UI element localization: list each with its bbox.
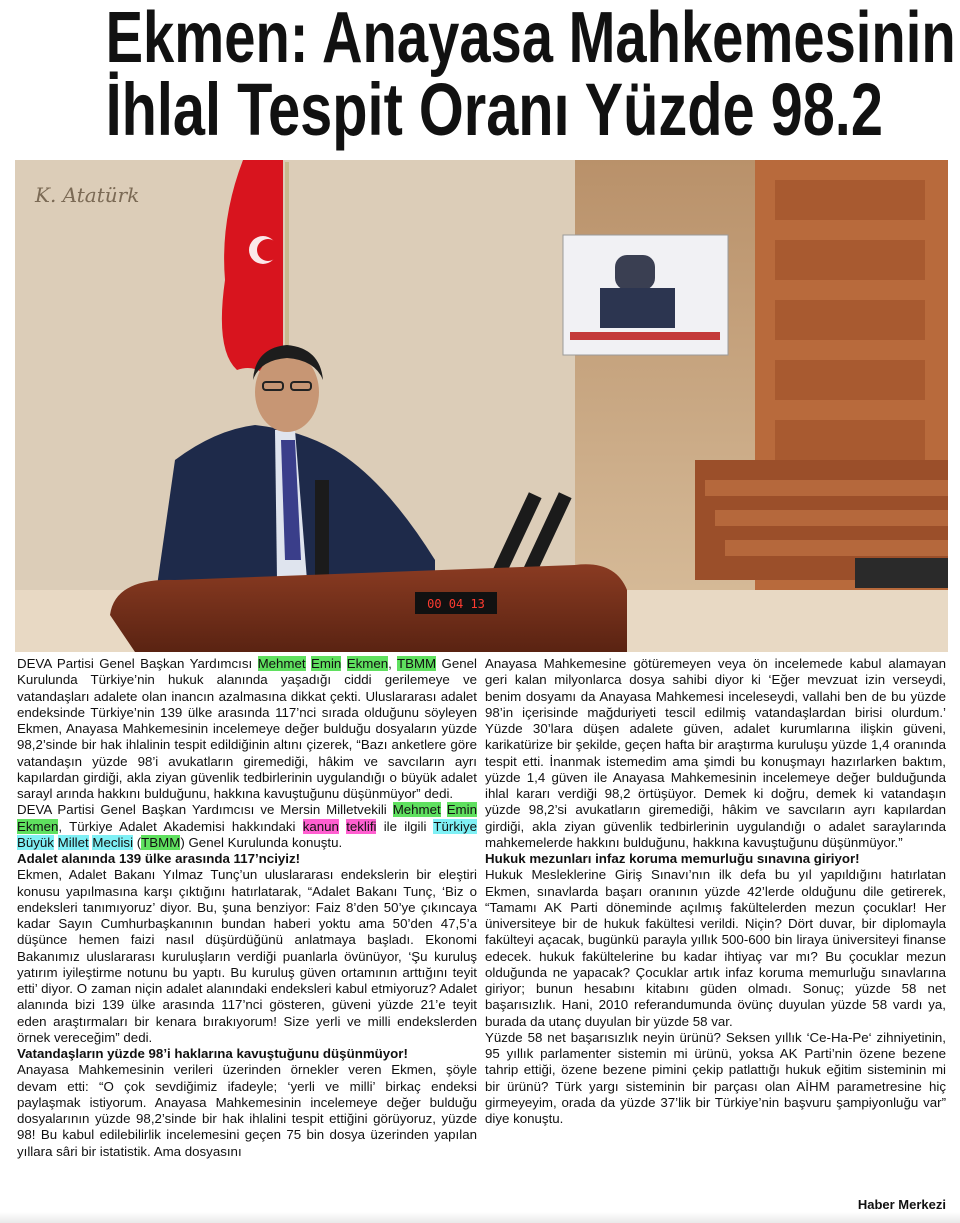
signature-text: K. Atatürk (35, 183, 140, 207)
paragraph: Anayasa Mahkemesine götüremeyen veya ön incelemede kabul alamayan geri kalan milyonlarca dosya sahibi diyor ki ‘Eğer mevzuat izin verseydi, benim dosyamı da Anayasa Mahkemesi inceleseydi, vallahi ben de bu yüzde 98’in içerisinde mağduriyeti tescil edilmiş vatandaşlardan birisi olurdum.’ Yüzde 30’lara düşen adalete güven, adalet kurumlarına ilişkin güveni, karikatürize bir şekilde, geçen hafta bir araştırma kuruluşu yüzde 1,4 oranında tespit etti. İnanmak istemedim ama şimdi bu konuşmayı hazırlarken baktım, yüzde 1,4 güven ile Anayasa Mahkemesinin incelemeye değer bulduğunda ihlal kararı verdiği 98,2 örtüşüyor. Demek ki doğru, demek ki vatandaşın yüzde 98,2’si avukatların giremediği, hâkim ve savcıların ayrı kapılardan girdiği, akla ziyan güvenlik tedbirlerinin uygulandığı o adalet saraylarında mahkemelerde hakkını bulduğunu, hakkına kavuştuğunu düşünmüyor.” (485, 656, 946, 850)
text-run: DEVA Partisi Genel Başkan Yardımcısı (17, 656, 258, 671)
bottom-rule (0, 1212, 960, 1223)
highlight-cyan: Büyük (17, 834, 54, 850)
text-run: DEVA Partisi Genel Başkan Yardımcısı ve Mersin Milletvekili (17, 802, 393, 818)
highlight-cyan: Meclisi (92, 834, 134, 850)
paragraph: Ekmen, Adalet Bakanı Yılmaz Tunç’un uluslararası endekslerin bir eleştiri konusu yapılmasına karşı çıktığını hatırlatarak, “Adalet Bakanı Tunç, ‘Biz o endeksleri tanımıyoruz’ diyor. Bu, şuna benziyor: Faiz 8’den 50’ye çıkıncaya kadar Sayın Cumhurbaşkanının bundan haberi yoktu ama 50’den 47,5’a düşünce hemen faizi nasıl düşürdüğünü anlatmaya başladı. Ekonomi Bakanımız uluslararası kuruluşların verdiği puanlarla övünüyor, ‘Şu kuruluş yatırım iyileştirme notunu bu yaptı. Bu kuruluş güven ortamının arttığını teyit etti’ diyor. O zaman niçin adalet alanındaki endeksleri kabul etmiyoruz? Adalet alanında bizi 139 ülke arasında 117’nci gösteren, güveni yüzde 21’e teyit eden araştırmaları bir kenara bırakıyorum! Size yerli ve milli endekslerden örnek vereceğim” dedi. (17, 867, 477, 1045)
text-run (441, 802, 447, 817)
highlight-name: Mehmet (257, 656, 306, 671)
highlight-name: Ekmen (17, 818, 59, 834)
news-photo (15, 160, 948, 652)
highlight-name: Emin (311, 656, 342, 671)
paragraph (17, 656, 477, 802)
headline-line-1: Ekmen: Anayasa Mahkemesinin (105, 0, 956, 78)
parliament-speaker-illustration (15, 160, 948, 652)
highlight-name: Emin (446, 802, 477, 818)
article-column-left (17, 656, 477, 1160)
paragraph: Yüzde 58 net başarısızlık neyin ürünü? Seksen yıllık ‘Ce-Ha-Pe‘ zihniyetinin, 95 yıllık parlamenter sistemin mi ürünü, yoksa AK Parti’nin özene bezene tahrip ettiği, özene bezene pimini çekip patlattığı hukuk eğitim sisteminin mi bir ürünü? Türk yargı sisteminin bir parçası olan AİHM parametresine hiç girmeyeyim, orada da yüzde 37’lik bir Türkiye’nin başvuru şampiyonluğu var” diye konuştu. (485, 1029, 946, 1126)
paragraph: Hukuk Mesleklerine Giriş Sınavı’nın ilk defa bu yıl yapıldığını hatırlatan Ekmen, sınavlarda başarı oranının yüzde 42’lerde olduğunu dile getirerek, “Tamamı AK Parti döneminde açılmış fakültelerden mezun çocuklar! Her üniversiteye bir de hukuk fakültesi verildi. Niçin? Dört duvar, bir diplomayla fakülteyi açacak, bugünkü parayla yıllık 500-600 bin liraya üniversiteyi finanse edecek. hukuk fakültelerine bu kadar ihtiyaç var mı? Bu çocuklar mezun olduğunda ne yapacak? Çocuklar artık infaz koruma memurluğu sınavlarına giriyor; bunun hesabını kitabını güden olmadı. Sonuç; yüzde 58 net başarısızlık. Hani, 2010 referandumunda övünç duyulan yüzde 58 vardı ya, burada da utanç duyulan bir yüzde 58 var. (485, 867, 946, 1029)
headline (0, 0, 960, 160)
desk-unit (855, 558, 948, 588)
subheading: Vatandaşların yüzde 98’i haklarına kavuştuğunu düşünmüyor! (17, 1046, 408, 1061)
text-run: Genel Kurulunda Türkiye’nin hukuk alanında yaşadığı ciddi gerilemeye ve vatandaşları adalete olan inancın azalmasına dikkat çekti. Uluslararası adalet endeksinde Türkiye’nin 139 ülke arasında 117’nci sırada olduğunu söyleyen Ekmen, Anayasa Mahkemesinin incelemeye değer bulduğu dosyaların yüzde 98,2’sinde bir hak ihlalinin tespit edildiğinin altını çizerek, “Bazı anketlere göre vatandaşın yüzde 98’i avukatların giremediği, hâkim ve savcıların ayrı kapılardan girdiği, akla ziyan güvenlik tedbirlerinin uygulandığı o büyük adalet sarayl arında hakkını bulduğunu, hakkına kavuştuğunu düşünmüyor” dedi. (17, 656, 478, 801)
headline-line-2: İhlal Tespit Oranı Yüzde 98.2 (105, 68, 883, 151)
highlight-magenta: kanun (302, 818, 339, 834)
highlight-tbmm: TBMM (396, 656, 437, 671)
text-run: , (388, 656, 397, 671)
text-run (341, 656, 346, 671)
highlight-tbmm: TBMM (141, 834, 181, 850)
highlight-magenta: teklifi (346, 818, 377, 834)
highlight-name: Mehmet (392, 802, 441, 818)
wall-screen (563, 235, 728, 355)
subheading: Hukuk mezunları infaz koruma memurluğu sınavına giriyor! (485, 851, 860, 866)
highlight-cyan: Millet (57, 834, 89, 850)
article-column-right (485, 656, 946, 1127)
paragraph: Anayasa Mahkemesinin verileri üzerinden örnekler veren Ekmen, şöyle devam etti: “O çok sevdiğimiz ifadeyle; ‘yerli ve milli’ birkaç endeksi paylaşmak istiyorum. Anayasa Mahkemesinin incelemeye değer bulduğu dosyalarının yüzde 98,2’sinde bir hak ihlalini tespit ettiğini görüyoruz, yüzde 98! Bu kabul edilebilirlik incelemesini geçen 75 bin dosya üzerinden yapılan yıllara sâri bir istatistik. Ama dosyasını (17, 1062, 477, 1159)
text-run: ) Genel Kurulunda konuştu. (180, 834, 343, 850)
text-run: ( (133, 834, 142, 850)
text-run: ile ilgili (376, 818, 434, 834)
byline: Haber Merkezi (857, 1197, 946, 1212)
highlight-cyan: Türkiye (433, 818, 477, 834)
text-run: , Türkiye Adalet Akademisi hakkındaki (58, 818, 303, 834)
subheading: Adalet alanında 139 ülke arasında 117’nciyiz! (17, 851, 301, 866)
timer-text: 00 04 13 (427, 597, 485, 611)
paragraph (17, 802, 477, 851)
highlight-name: Ekmen (346, 656, 389, 671)
